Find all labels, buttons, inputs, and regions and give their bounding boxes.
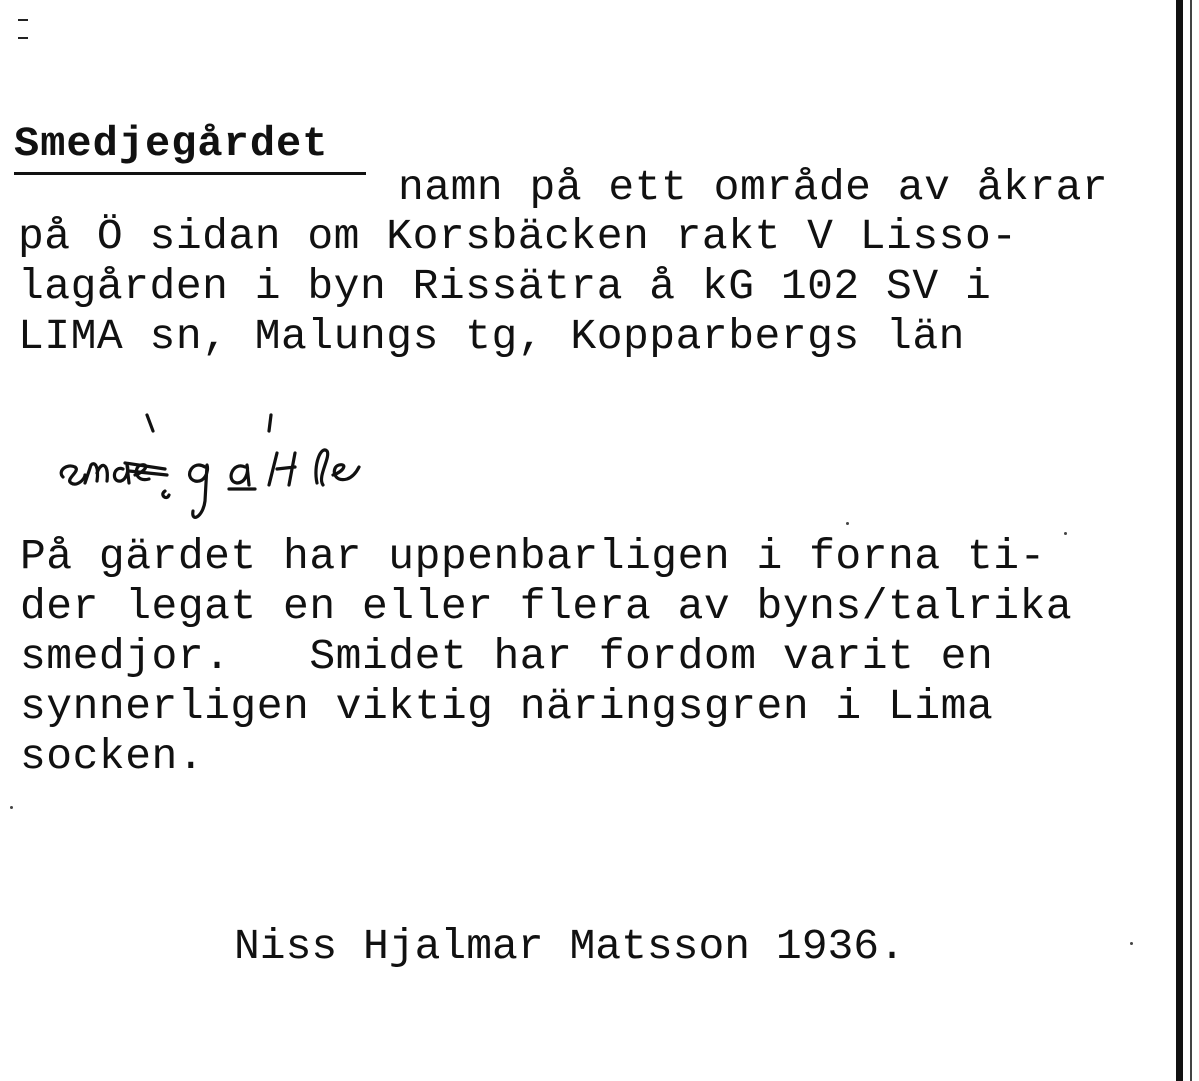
definition-line-4: LIMA sn, Malungs tg, Kopparbergs län [18,312,965,361]
note-line-4: synnerligen viktig näringsgren i Lima [20,682,994,731]
note-line-5: socken. [20,732,205,781]
definition-line-3: lagården i byn Rissätra å kG 102 SV i [18,262,992,311]
speck [10,806,13,809]
signature: Niss Hjalmar Matsson 1936. [234,922,905,971]
headword-underline [14,172,366,175]
speck [846,522,849,525]
note-line-1: På gärdet har uppenbarligen i forna ti- [20,532,1046,581]
note-line-2: der legat en eller flera av byns/talrika [20,582,1073,631]
handwritten-pronunciation [55,405,395,535]
corner-marks [18,8,68,12]
speck [1130,942,1133,945]
speck [1064,532,1067,535]
card-right-edge [1176,0,1183,1081]
card-right-edge-thin [1190,0,1192,1081]
definition-line-2: på Ö sidan om Korsbäcken rakt V Lisso- [18,212,1018,261]
headword: Smedjegårdet [14,120,329,168]
definition-line-1: namn på ett område av åkrar [398,163,1109,212]
note-line-3: smedjor. Smidet har fordom varit en [20,632,994,681]
